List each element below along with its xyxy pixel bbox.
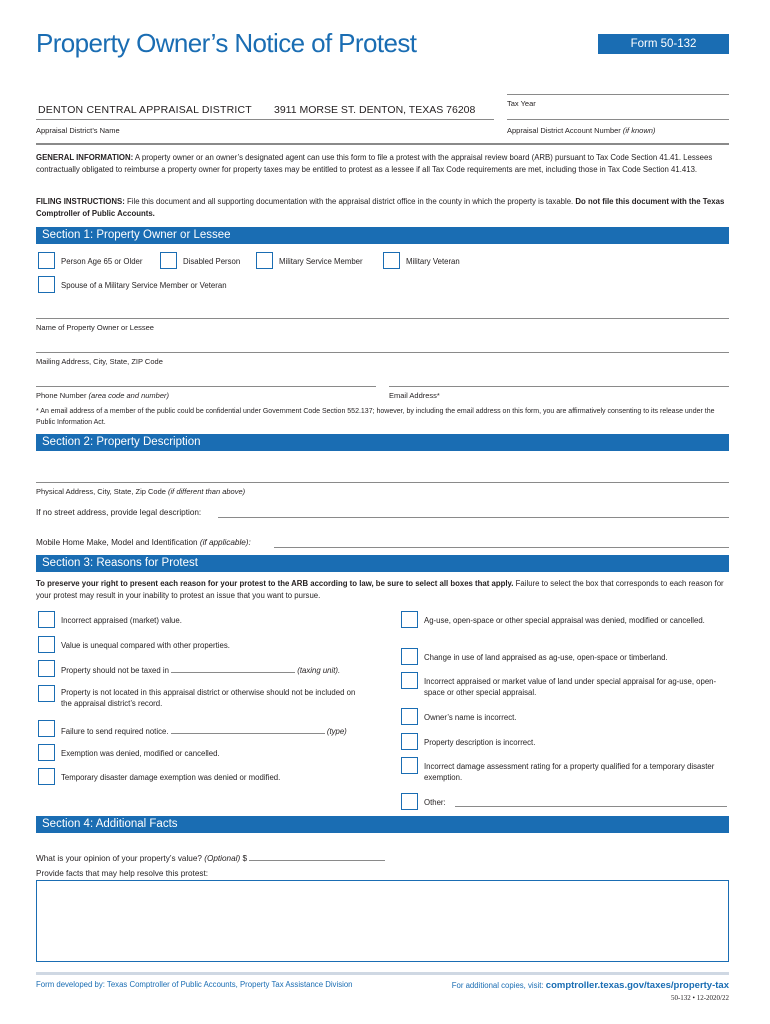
phone-line[interactable] xyxy=(36,386,376,387)
footer-developer: Form developed by: Texas Comptroller of Public Accounts, Property Tax Assistance Division xyxy=(36,980,353,989)
section-3-intro: To preserve your right to present each reason for your protest to the ARB according to law, be sure to select all boxes that apply. Failure to select the box that corresponds to each reason for your protest may result in your inability to protest an issue that you want to pursue. xyxy=(36,579,724,600)
checkbox-unequal-value[interactable] xyxy=(38,636,55,653)
checkbox-exemption-denied[interactable] xyxy=(38,744,55,761)
not-taxed-label: Property should not be taxed in (taxing unit). xyxy=(61,663,340,676)
email-footnote: * An email address of a member of the public could be confidential under Government Code Section 552.137; however, by including the email address on this form, you are affirmatively consenting to its release under the Public Information Act. xyxy=(36,408,715,426)
form-title: Property Owner’s Notice of Protest xyxy=(36,28,417,58)
footer-divider xyxy=(36,972,729,975)
owner-name-line[interactable] xyxy=(36,318,729,319)
filing-instructions: FILING INSTRUCTIONS: File this document and all supporting documentation with the appraisal district office in the county in which the property is taxable. Do not file this document with the Texas Comptroller of Public Accounts. xyxy=(36,197,725,218)
change-in-use-label: Change in use of land appraised as ag-use, open-space or timberland. xyxy=(424,653,668,662)
facts-textarea[interactable] xyxy=(36,880,729,962)
email-line[interactable] xyxy=(389,386,729,387)
unequal-value-label: Value is unequal compared with other properties. xyxy=(61,641,230,650)
checkbox-disabled[interactable] xyxy=(160,252,177,269)
footer-copies: For additional copies, visit: comptroller.texas.gov/taxes/property-tax xyxy=(451,980,729,991)
mobile-home-line[interactable] xyxy=(274,547,729,548)
account-number-label: Appraisal District Account Number (if known) xyxy=(507,126,656,135)
checkbox-other[interactable] xyxy=(401,793,418,810)
tax-year-line[interactable] xyxy=(507,94,729,95)
failure-notice-label: Failure to send required notice. (type) xyxy=(61,724,347,737)
account-number-line[interactable] xyxy=(507,119,729,120)
header-divider xyxy=(36,143,729,145)
checkbox-disabled-label: Disabled Person xyxy=(183,257,241,266)
district-address: 3911 MORSE ST. DENTON, TEXAS 76208 xyxy=(274,104,476,116)
mailing-address-label: Mailing Address, City, State, ZIP Code xyxy=(36,357,163,366)
opinion-value-field[interactable] xyxy=(249,851,385,861)
notice-type-field[interactable] xyxy=(171,724,325,734)
checkbox-not-located[interactable] xyxy=(38,685,55,702)
form-number-badge: Form 50-132 xyxy=(598,34,729,54)
incorrect-ag-value-label: Incorrect appraised or market value of land under special appraisal for ag-use, open-space or other special appraisal. xyxy=(424,677,717,697)
opinion-value-label: What is your opinion of your property’s value? (Optional) $ xyxy=(36,851,385,863)
district-name-line xyxy=(36,119,494,120)
checkbox-description[interactable] xyxy=(401,733,418,750)
general-information: GENERAL INFORMATION: A property owner or an owner’s designated agent can use this form to file a protest with the appraisal review board (ARB) pursuant to Tax Code Section 41.41. Lessees contractually obligated to reimburse a property owner for property taxes may be entitled to protest as a lessee if all Tax Code requirements are met, including those in Tax Code Section 41.413. xyxy=(36,153,713,174)
checkbox-military-member-label: Military Service Member xyxy=(279,257,363,266)
checkbox-ag-use-denied[interactable] xyxy=(401,611,418,628)
checkbox-incorrect-value[interactable] xyxy=(38,611,55,628)
mobile-home-label: Mobile Home Make, Model and Identification (if applicable): xyxy=(36,538,251,547)
checkbox-age-65-label: Person Age 65 or Older xyxy=(61,257,143,266)
checkbox-age-65[interactable] xyxy=(38,252,55,269)
mailing-address-line[interactable] xyxy=(36,352,729,353)
other-label: Other: xyxy=(424,798,446,807)
checkbox-military-member[interactable] xyxy=(256,252,273,269)
comptroller-link[interactable]: comptroller.texas.gov/taxes/property-tax xyxy=(545,980,729,991)
ag-use-denied-label: Ag-use, open-space or other special appraisal was denied, modified or cancelled. xyxy=(424,616,705,625)
email-label: Email Address* xyxy=(389,391,440,400)
other-reason-line[interactable] xyxy=(455,806,727,807)
section-2-header: Section 2: Property Description xyxy=(36,434,729,451)
checkbox-change-in-use[interactable] xyxy=(401,648,418,665)
owner-name-incorrect-label: Owner’s name is incorrect. xyxy=(424,713,517,722)
district-name: DENTON CENTRAL APPRAISAL DISTRICT xyxy=(38,104,252,116)
legal-description-label: If no street address, provide legal description: xyxy=(36,508,202,517)
district-name-label: Appraisal District’s Name xyxy=(36,126,120,135)
checkbox-failure-notice[interactable] xyxy=(38,720,55,737)
checkbox-incorrect-ag-value[interactable] xyxy=(401,672,418,689)
checkbox-military-spouse-label: Spouse of a Military Service Member or Veteran xyxy=(61,281,227,290)
physical-address-label: Physical Address, City, State, Zip Code (if different than above) xyxy=(36,487,246,496)
checkbox-not-taxed[interactable] xyxy=(38,660,55,677)
checkbox-damage-rating[interactable] xyxy=(401,757,418,774)
legal-description-line[interactable] xyxy=(218,517,729,518)
taxing-unit-field[interactable] xyxy=(171,663,295,673)
physical-address-line[interactable] xyxy=(36,482,729,483)
facts-label: Provide facts that may help resolve this protest: xyxy=(36,869,209,878)
section-1-header: Section 1: Property Owner or Lessee xyxy=(36,227,729,244)
phone-label: Phone Number (area code and number) xyxy=(36,391,170,400)
checkbox-disaster-exemption[interactable] xyxy=(38,768,55,785)
checkbox-military-veteran-label: Military Veteran xyxy=(406,257,460,266)
form-revision: 50-132 • 12-2020/22 xyxy=(670,994,729,1002)
damage-rating-label: Incorrect damage assessment rating for a property qualified for a temporary disaster exemption. xyxy=(424,762,715,782)
disaster-exemption-label: Temporary disaster damage exemption was denied or modified. xyxy=(61,773,281,782)
section-3-header: Section 3: Reasons for Protest xyxy=(36,555,729,572)
exemption-denied-label: Exemption was denied, modified or cancelled. xyxy=(61,749,220,758)
description-incorrect-label: Property description is incorrect. xyxy=(424,738,536,747)
checkbox-military-spouse[interactable] xyxy=(38,276,55,293)
checkbox-owner-name[interactable] xyxy=(401,708,418,725)
section-4-header: Section 4: Additional Facts xyxy=(36,816,729,833)
checkbox-military-veteran[interactable] xyxy=(383,252,400,269)
owner-name-label: Name of Property Owner or Lessee xyxy=(36,323,154,332)
not-located-label: Property is not located in this appraisal district or otherwise should not be included on the appraisal district’s record. xyxy=(61,688,356,708)
tax-year-label: Tax Year xyxy=(507,99,536,108)
incorrect-value-label: Incorrect appraised (market) value. xyxy=(61,616,182,625)
